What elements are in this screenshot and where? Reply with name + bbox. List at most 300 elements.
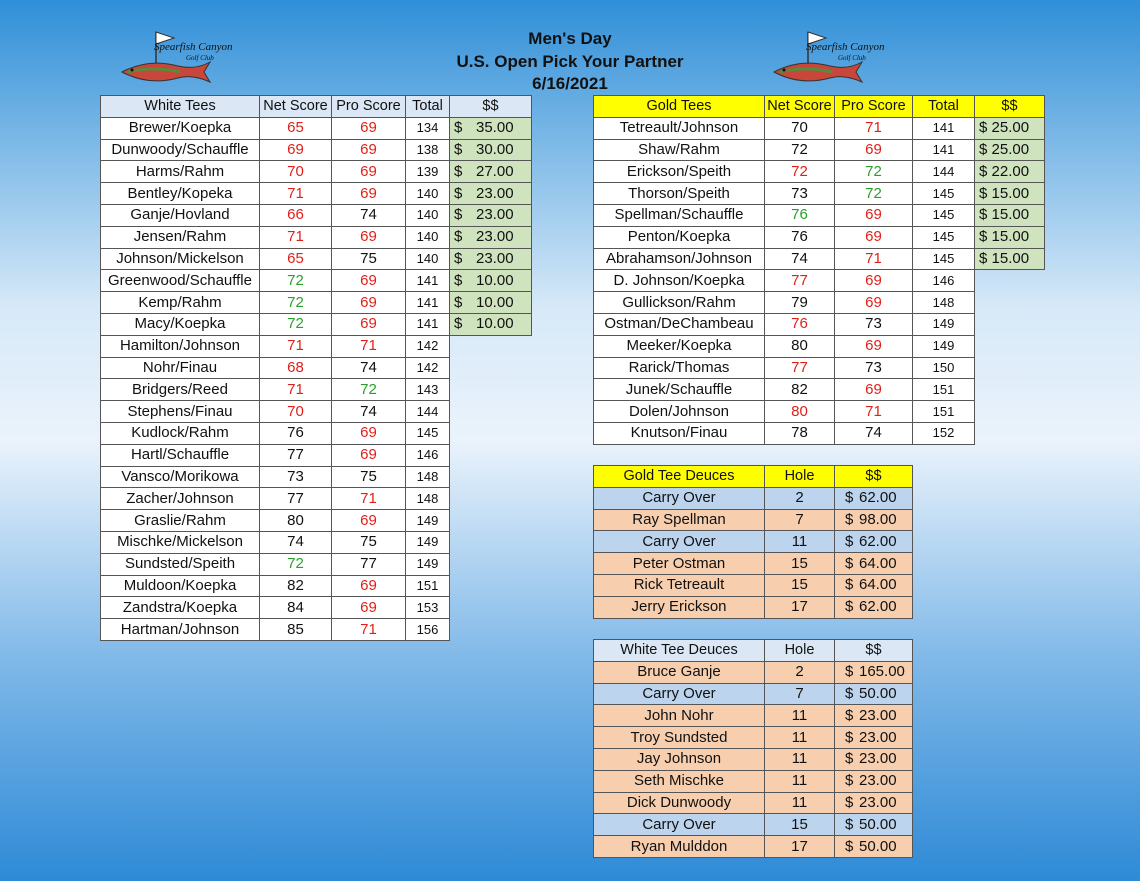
pro-score: 74	[332, 357, 406, 379]
payout-amount: 23.00	[476, 184, 514, 202]
table-row	[101, 597, 532, 619]
col-money: $$	[450, 96, 532, 118]
total-score: 141	[913, 117, 975, 139]
pro-score: 69	[332, 117, 406, 139]
total-score: 145	[913, 183, 975, 205]
player-name: Troy Sundsted	[594, 727, 765, 749]
hole-number: 17	[765, 836, 835, 858]
team-name: Vansco/Morikowa	[101, 466, 260, 488]
net-score: 72	[765, 139, 835, 161]
table-row	[101, 335, 532, 357]
net-score: 74	[260, 531, 332, 553]
team-name: Ostman/DeChambeau	[594, 313, 765, 335]
payout	[450, 248, 532, 270]
payout-amount: 23.00	[476, 249, 514, 267]
table-row	[594, 836, 913, 858]
total-score: 144	[406, 401, 450, 423]
player-name: Rick Tetreault	[594, 574, 765, 596]
pro-score: 75	[332, 531, 406, 553]
total-score: 149	[406, 510, 450, 532]
total-score: 145	[913, 226, 975, 248]
total-score: 141	[406, 313, 450, 335]
table-row	[594, 553, 913, 575]
net-score: 72	[260, 553, 332, 575]
col-gold-tee-deuces: Gold Tee Deuces	[594, 466, 765, 488]
currency-sign: $	[454, 184, 463, 202]
table-row	[594, 226, 1045, 248]
gold-tee-deuces-table	[593, 465, 913, 619]
pro-score: 74	[332, 401, 406, 423]
net-score: 69	[260, 139, 332, 161]
col-hole: Hole	[765, 640, 835, 662]
payout	[450, 204, 532, 226]
net-score: 76	[765, 313, 835, 335]
white-tees-header	[101, 96, 532, 118]
gold-tees-header	[594, 96, 1045, 118]
payout-amount: 23.00	[859, 793, 897, 811]
table-row	[594, 509, 913, 531]
total-score: 140	[406, 226, 450, 248]
payout-amount: 35.00	[476, 119, 514, 137]
pro-score: 69	[332, 313, 406, 335]
hole-number: 7	[765, 683, 835, 705]
hole-number: 11	[765, 705, 835, 727]
payout-amount: 23.00	[859, 750, 897, 768]
pro-score: 71	[835, 248, 913, 270]
total-score: 139	[406, 161, 450, 183]
hole-number: 15	[765, 553, 835, 575]
team-name: Zacher/Johnson	[101, 488, 260, 510]
pro-score: 69	[835, 226, 913, 248]
pro-score: 73	[835, 357, 913, 379]
table-row	[594, 401, 1045, 423]
pro-score: 72	[835, 161, 913, 183]
net-score: 79	[765, 292, 835, 314]
currency-sign: $	[454, 119, 463, 137]
payout	[835, 553, 913, 575]
payout-amount: 64.00	[859, 576, 897, 594]
col-money: $$	[835, 640, 913, 662]
team-name: Sundsted/Speith	[101, 553, 260, 575]
total-score: 153	[406, 597, 450, 619]
total-score: 149	[406, 553, 450, 575]
currency-sign: $	[454, 249, 463, 267]
team-name: Jensen/Rahm	[101, 226, 260, 248]
player-name: Dick Dunwoody	[594, 792, 765, 814]
pro-score: 74	[835, 422, 913, 444]
payout	[450, 183, 532, 205]
team-name: Johnson/Mickelson	[101, 248, 260, 270]
total-score: 151	[913, 379, 975, 401]
currency-sign: $	[454, 162, 463, 180]
payout-amount: 50.00	[859, 815, 897, 833]
total-score: 138	[406, 139, 450, 161]
table-row	[101, 117, 532, 139]
net-score: 77	[765, 270, 835, 292]
total-score: 140	[406, 248, 450, 270]
net-score: 71	[260, 379, 332, 401]
hole-number: 11	[765, 727, 835, 749]
club-logo-left	[118, 28, 238, 90]
col-pro-score: Pro Score	[835, 96, 913, 118]
total-score: 146	[913, 270, 975, 292]
payout	[835, 792, 913, 814]
col-net-score: Net Score	[765, 96, 835, 118]
table-row	[101, 379, 532, 401]
currency-sign: $	[845, 684, 854, 702]
currency-sign: $	[845, 772, 854, 790]
net-score: 73	[260, 466, 332, 488]
team-name: Shaw/Rahm	[594, 139, 765, 161]
payout-amount: 62.00	[859, 489, 897, 507]
team-name: Gullickson/Rahm	[594, 292, 765, 314]
team-name: Penton/Koepka	[594, 226, 765, 248]
pro-score: 69	[332, 422, 406, 444]
net-score: 76	[765, 204, 835, 226]
payout: $ 15.00	[975, 226, 1045, 248]
table-row	[594, 313, 1045, 335]
net-score: 71	[260, 226, 332, 248]
table-row	[101, 139, 532, 161]
player-name: Carry Over	[594, 683, 765, 705]
table-row	[594, 770, 913, 792]
payout	[450, 161, 532, 183]
hole-number: 11	[765, 748, 835, 770]
net-score: 70	[260, 401, 332, 423]
payout-amount: 23.00	[476, 228, 514, 246]
net-score: 72	[260, 313, 332, 335]
net-score: 71	[260, 335, 332, 357]
net-score: 76	[765, 226, 835, 248]
pro-score: 69	[332, 139, 406, 161]
net-score: 65	[260, 248, 332, 270]
col-money: $$	[835, 466, 913, 488]
col-total: Total	[913, 96, 975, 118]
col-net-score: Net Score	[260, 96, 332, 118]
payout	[450, 270, 532, 292]
table-row	[594, 379, 1045, 401]
team-name: Hartl/Schauffle	[101, 444, 260, 466]
table-row	[594, 792, 913, 814]
team-name: D. Johnson/Koepka	[594, 270, 765, 292]
pro-score: 69	[332, 444, 406, 466]
payout-amount: 50.00	[859, 837, 897, 855]
table-row	[101, 444, 532, 466]
net-score: 85	[260, 619, 332, 641]
pro-score: 69	[332, 292, 406, 314]
hole-number: 7	[765, 509, 835, 531]
total-score: 148	[913, 292, 975, 314]
payout	[450, 226, 532, 248]
net-score: 70	[765, 117, 835, 139]
player-name: Peter Ostman	[594, 553, 765, 575]
table-row	[594, 422, 1045, 444]
team-name: Graslie/Rahm	[101, 510, 260, 532]
team-name: Zandstra/Koepka	[101, 597, 260, 619]
col-white-tees: White Tees	[101, 96, 260, 118]
currency-sign: $	[845, 510, 854, 528]
pro-score: 71	[332, 488, 406, 510]
pro-score: 69	[835, 270, 913, 292]
payout-amount: 62.00	[859, 532, 897, 550]
currency-sign: $	[845, 489, 854, 507]
table-row	[101, 270, 532, 292]
table-row	[101, 183, 532, 205]
player-name: Seth Mischke	[594, 770, 765, 792]
hole-number: 15	[765, 574, 835, 596]
net-score: 80	[765, 335, 835, 357]
team-name: Tetreault/Johnson	[594, 117, 765, 139]
table-row	[594, 596, 913, 618]
net-score: 66	[260, 204, 332, 226]
total-score: 148	[406, 466, 450, 488]
pro-score: 69	[835, 139, 913, 161]
team-name: Nohr/Finau	[101, 357, 260, 379]
net-score: 82	[260, 575, 332, 597]
total-score: 141	[913, 139, 975, 161]
hole-number: 2	[765, 487, 835, 509]
currency-sign: $	[454, 140, 463, 158]
payout-amount: 50.00	[859, 684, 897, 702]
payout: $ 15.00	[975, 183, 1045, 205]
team-name: Kudlock/Rahm	[101, 422, 260, 444]
total-score: 142	[406, 357, 450, 379]
table-row	[101, 204, 532, 226]
payout-amount: 30.00	[476, 140, 514, 158]
team-name: Junek/Schauffle	[594, 379, 765, 401]
col-money: $$	[975, 96, 1045, 118]
total-score: 156	[406, 619, 450, 641]
payout	[450, 292, 532, 314]
payout-amount: 62.00	[859, 598, 897, 616]
currency-sign: $	[845, 815, 854, 833]
payout	[450, 313, 532, 335]
pro-score: 69	[332, 597, 406, 619]
pro-score: 72	[835, 183, 913, 205]
team-name: Macy/Koepka	[101, 313, 260, 335]
table-row	[594, 270, 1045, 292]
col-total: Total	[406, 96, 450, 118]
total-score: 144	[913, 161, 975, 183]
player-name: Jay Johnson	[594, 748, 765, 770]
table-row	[101, 422, 532, 444]
net-score: 71	[260, 183, 332, 205]
team-name: Bridgers/Reed	[101, 379, 260, 401]
pro-score: 75	[332, 466, 406, 488]
payout-amount: 10.00	[476, 315, 514, 333]
table-row	[594, 727, 913, 749]
currency-sign: $	[845, 554, 854, 572]
currency-sign: $	[454, 293, 463, 311]
table-row	[101, 248, 532, 270]
net-score: 74	[765, 248, 835, 270]
pro-score: 69	[835, 379, 913, 401]
payout: $ 15.00	[975, 204, 1045, 226]
table-row	[101, 226, 532, 248]
table-row	[101, 531, 532, 553]
payout	[835, 509, 913, 531]
total-score: 140	[406, 183, 450, 205]
payout	[835, 487, 913, 509]
pro-score: 73	[835, 313, 913, 335]
pro-score: 69	[332, 183, 406, 205]
table-row	[101, 313, 532, 335]
net-score: 73	[765, 183, 835, 205]
pro-score: 71	[835, 401, 913, 423]
pro-score: 72	[332, 379, 406, 401]
team-name: Kemp/Rahm	[101, 292, 260, 314]
net-score: 76	[260, 422, 332, 444]
title-line-1: Men's Day	[528, 29, 612, 48]
table-row	[594, 183, 1045, 205]
total-score: 141	[406, 292, 450, 314]
white-tees-table	[100, 95, 532, 641]
table-row	[594, 574, 913, 596]
payout	[450, 117, 532, 139]
table-row	[594, 814, 913, 836]
team-name: Dolen/Johnson	[594, 401, 765, 423]
payout-amount: 165.00	[859, 663, 905, 681]
currency-sign: $	[845, 663, 854, 681]
pro-score: 69	[332, 270, 406, 292]
team-name: Hartman/Johnson	[101, 619, 260, 641]
hole-number: 11	[765, 792, 835, 814]
table-row	[101, 488, 532, 510]
hole-number: 2	[765, 661, 835, 683]
player-name: Carry Over	[594, 814, 765, 836]
payout	[835, 683, 913, 705]
table-row	[594, 748, 913, 770]
table-row	[594, 705, 913, 727]
table-row	[101, 510, 532, 532]
net-score: 82	[765, 379, 835, 401]
currency-sign: $	[454, 228, 463, 246]
team-name: Ganje/Hovland	[101, 204, 260, 226]
pro-score: 71	[835, 117, 913, 139]
payout-amount: 10.00	[476, 271, 514, 289]
payout-amount: 64.00	[859, 554, 897, 572]
payout	[835, 727, 913, 749]
net-score: 70	[260, 161, 332, 183]
payout: $ 15.00	[975, 248, 1045, 270]
hole-number: 15	[765, 814, 835, 836]
payout-amount: 23.00	[859, 772, 897, 790]
player-name: Ray Spellman	[594, 509, 765, 531]
title-line-3: 6/16/2021	[532, 74, 608, 93]
payout	[835, 836, 913, 858]
logo-text-bottom: Golf Club	[186, 54, 214, 62]
col-pro-score: Pro Score	[332, 96, 406, 118]
payout	[835, 748, 913, 770]
net-score: 80	[765, 401, 835, 423]
currency-sign: $	[845, 837, 854, 855]
team-name: Bentley/Kopeka	[101, 183, 260, 205]
payout-amount: 10.00	[476, 293, 514, 311]
logo-text-top: Spearfish Canyon	[154, 41, 233, 53]
col-hole: Hole	[765, 466, 835, 488]
total-score: 151	[406, 575, 450, 597]
pro-score: 71	[332, 335, 406, 357]
pro-score: 69	[835, 292, 913, 314]
net-score: 78	[765, 422, 835, 444]
net-score: 77	[765, 357, 835, 379]
team-name: Abrahamson/Johnson	[594, 248, 765, 270]
player-name: John Nohr	[594, 705, 765, 727]
table-row	[594, 117, 1045, 139]
col-gold-tees: Gold Tees	[594, 96, 765, 118]
currency-sign: $	[845, 706, 854, 724]
table-row	[594, 357, 1045, 379]
white-deuces-header	[594, 640, 913, 662]
table-row	[101, 553, 532, 575]
player-name: Ryan Mulddon	[594, 836, 765, 858]
team-name: Knutson/Finau	[594, 422, 765, 444]
title-line-2: U.S. Open Pick Your Partner	[456, 52, 684, 71]
total-score: 145	[913, 248, 975, 270]
net-score: 65	[260, 117, 332, 139]
payout-amount: 27.00	[476, 162, 514, 180]
net-score: 77	[260, 488, 332, 510]
currency-sign: $	[845, 532, 854, 550]
net-score: 72	[765, 161, 835, 183]
team-name: Mischke/Mickelson	[101, 531, 260, 553]
total-score: 149	[406, 531, 450, 553]
payout	[835, 814, 913, 836]
total-score: 143	[406, 379, 450, 401]
payout: $ 25.00	[975, 139, 1045, 161]
total-score: 145	[406, 422, 450, 444]
club-logo-right	[770, 28, 890, 90]
currency-sign: $	[845, 750, 854, 768]
table-row	[594, 161, 1045, 183]
hole-number: 17	[765, 596, 835, 618]
table-row	[101, 161, 532, 183]
pro-score: 75	[332, 248, 406, 270]
table-row	[594, 292, 1045, 314]
payout	[835, 770, 913, 792]
table-row	[594, 683, 913, 705]
total-score: 140	[406, 204, 450, 226]
total-score: 134	[406, 117, 450, 139]
payout-amount: 98.00	[859, 510, 897, 528]
white-tee-deuces-table	[593, 639, 913, 858]
team-name: Thorson/Speith	[594, 183, 765, 205]
currency-sign: $	[454, 315, 463, 333]
team-name: Dunwoody/Schauffle	[101, 139, 260, 161]
table-row	[594, 335, 1045, 357]
currency-sign: $	[845, 728, 854, 746]
table-row	[594, 248, 1045, 270]
net-score: 72	[260, 292, 332, 314]
team-name: Brewer/Koepka	[101, 117, 260, 139]
payout	[835, 531, 913, 553]
pro-score: 69	[835, 335, 913, 357]
team-name: Rarick/Thomas	[594, 357, 765, 379]
pro-score: 77	[332, 553, 406, 575]
logo-text-bottom: Golf Club	[838, 54, 866, 62]
table-row	[101, 575, 532, 597]
team-name: Spellman/Schauffle	[594, 204, 765, 226]
team-name: Greenwood/Schauffle	[101, 270, 260, 292]
net-score: 80	[260, 510, 332, 532]
total-score: 142	[406, 335, 450, 357]
team-name: Harms/Rahm	[101, 161, 260, 183]
payout	[450, 139, 532, 161]
hole-number: 11	[765, 531, 835, 553]
table-row	[101, 401, 532, 423]
table-row	[101, 619, 532, 641]
team-name: Hamilton/Johnson	[101, 335, 260, 357]
